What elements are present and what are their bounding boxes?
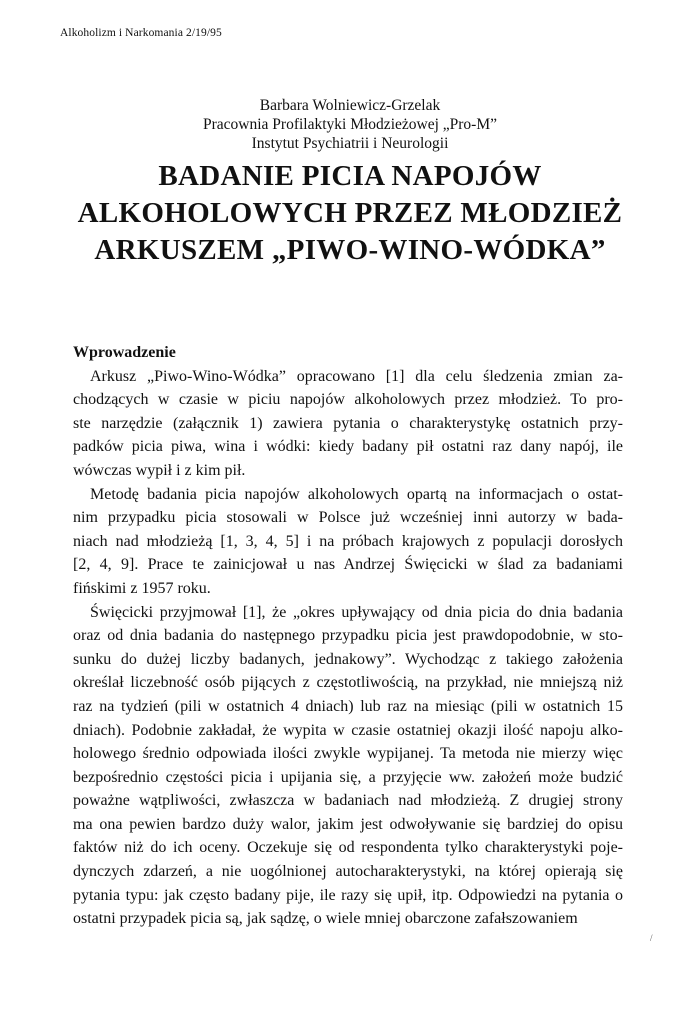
text-line: określał liczebność osób pijących z częstotliwością, na przykład, nie mniejszą niż bbox=[73, 674, 623, 692]
paragraph bbox=[73, 365, 623, 483]
corner-mark: / bbox=[650, 933, 653, 943]
affiliation-line: Pracownia Profilaktyki Młodzieżowej „Pro-M” bbox=[203, 116, 497, 133]
text-line: padków picia piwa, wina i wódki: kiedy badany pił ostatni raz dany napój, ile bbox=[73, 438, 623, 456]
text-line: Święcicki przyjmował [1], że „okres upływający od dnia picia do dnia badania bbox=[90, 603, 623, 621]
running-header: Alkoholizm i Narkomania 2/19/95 bbox=[60, 27, 222, 39]
text-line: raz na tydzień (pili w ostatnich 4 dniach) lub raz na miesiąc (pili w ostatnich 15 bbox=[73, 697, 623, 715]
section-heading: Wprowadzenie bbox=[73, 344, 176, 361]
text-line: wówczas wypił i z kim pił. bbox=[73, 461, 246, 479]
text-line: dynczych zdarzeń, a nie uogólnionej autocharakterystyki, na której opierają się bbox=[73, 863, 623, 881]
text-line: sunku do dużej liczby badanych, jednakowy”. Wychodząc z takiego założenia bbox=[73, 650, 623, 668]
text-line: ste narzędzie (załącznik 1) zawiera pytania o charakterystykę ostatnich przy- bbox=[73, 414, 623, 432]
article-body bbox=[73, 341, 623, 931]
title-line: ALKOHOLOWYCH PRZEZ MŁODZIEŻ bbox=[77, 197, 623, 229]
title-line: ARKUSZEM „PIWO-WINO-WÓDKA” bbox=[94, 234, 606, 266]
paragraph bbox=[73, 601, 623, 931]
author-name: Barbara Wolniewicz-Grzelak bbox=[259, 97, 441, 114]
paragraph bbox=[73, 483, 623, 601]
text-line: nim przypadku picia stosowali w Polsce już wcześniej inni autorzy w bada- bbox=[73, 509, 623, 527]
text-line: dniach). Podobnie zakładał, że wypita w czasie ostatniej okazji ilość napoju alko- bbox=[73, 721, 623, 739]
text-line: ma ona pewien bardzo duży walor, jakim jest odwoływanie się bardziej do opisu bbox=[73, 815, 623, 833]
article-title bbox=[40, 158, 660, 269]
text-line: chodzących w czasie w piciu napojów alkoholowych przez młodzież. To pro- bbox=[73, 391, 623, 409]
title-line: BADANIE PICIA NAPOJÓW bbox=[158, 160, 542, 192]
text-line: pytania typu: jak często badany pije, ile razy się upił, itp. Odpowiedzi na pytania o bbox=[73, 886, 623, 904]
text-line: oraz od dnia badania do następnego przypadku picia jest prawdopodobnie, w sto- bbox=[73, 627, 623, 645]
text-line: poważne wątpliwości, zwłaszcza w badaniach nad młodzieżą. Z drugiej strony bbox=[73, 792, 623, 810]
text-line: holowego średnio odpowiada ilości zwykle wypijanej. Ta metoda nie mierzy więc bbox=[73, 745, 623, 763]
affiliation-line: Instytut Psychiatrii i Neurologii bbox=[251, 135, 449, 152]
text-line: bezpośrednio częstości picia i upijania się, a przyjęcie ww. założeń może budzić bbox=[73, 768, 623, 786]
paragraphs bbox=[73, 365, 623, 931]
text-line: Arkusz „Piwo-Wino-Wódka” opracowano [1] dla celu śledzenia zmian za- bbox=[90, 367, 623, 385]
text-line: [2, 4, 9]. Prace te zainicjował u nas Andrzej Święcicki w ślad za badaniami bbox=[73, 556, 623, 574]
text-line: ostatni przypadek picia są, jak sądzę, o wiele mniej obarczone zafałszowaniem bbox=[73, 910, 578, 928]
text-line: niach nad młodzieżą [1, 3, 4, 5] i na próbach krajowych z populacji dorosłych bbox=[73, 532, 623, 550]
text-line: Metodę badania picia napojów alkoholowych opartą na informacjach o ostat- bbox=[90, 485, 623, 503]
text-line: fińskimi z 1957 roku. bbox=[73, 579, 211, 597]
text-line: faktów niż do ich oceny. Oczekuje się od respondenta tylko charakterystyki poje- bbox=[73, 839, 623, 857]
byline bbox=[0, 96, 700, 153]
